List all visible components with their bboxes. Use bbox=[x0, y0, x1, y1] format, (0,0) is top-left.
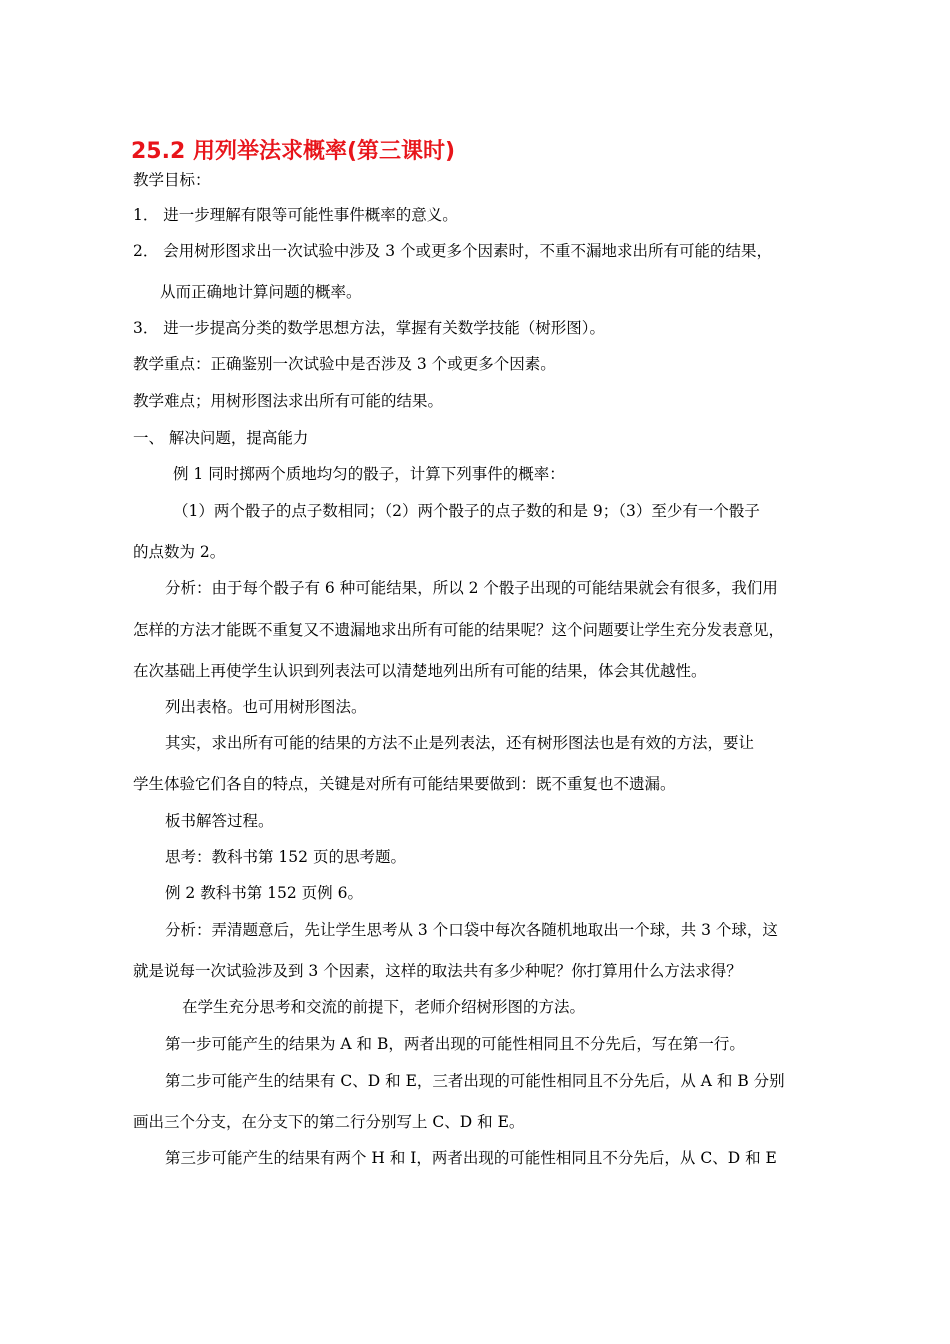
text-line: 画出三个分支，在分支下的第二行分别写上 C、D 和 E。 bbox=[133, 1113, 525, 1131]
text-line: 在学生充分思考和交流的前提下，老师介绍树形图的方法。 bbox=[182, 998, 586, 1016]
document-title: 25.2 用列举法求概率(第三课时) bbox=[131, 139, 456, 164]
text-line: 思考：教科书第 152 页的思考题。 bbox=[165, 848, 406, 866]
text-line: 例 2 教科书第 152 页例 6。 bbox=[165, 884, 363, 902]
text-line: 学生体验它们各自的特点，关键是对所有可能结果要做到：既不重复也不遗漏。 bbox=[133, 775, 676, 793]
text-line: （1）两个骰子的点子数相同；（2）两个骰子的点子数的和是 9；（3）至少有一个骰子 bbox=[173, 502, 760, 520]
text-line: 分析：弄清题意后，先让学生思考从 3 个口袋中每次各随机地取出一个球，共 3 个球，这 bbox=[165, 921, 778, 939]
text-line: 第二步可能产生的结果有 C、D 和 E，三者出现的可能性相同且不分先后，从 A 和 B 分别 bbox=[165, 1072, 785, 1090]
text-line: 教学重点：正确鉴别一次试验中是否涉及 3 个或更多个因素。 bbox=[133, 355, 556, 373]
text-line: 的点数为 2。 bbox=[133, 543, 226, 561]
text-line: 板书解答过程。 bbox=[165, 812, 274, 830]
text-line: 从而正确地计算问题的概率。 bbox=[160, 283, 362, 301]
text-line: 3． 进一步提高分类的数学思想方法，掌握有关数学技能（树形图）。 bbox=[133, 319, 606, 337]
text-line: 2． 会用树形图求出一次试验中涉及 3 个或更多个因素时，不重不漏地求出所有可能的结果， bbox=[133, 242, 773, 260]
section-heading: 一、 解决问题，提高能力 bbox=[133, 429, 309, 447]
text-line: 教学难点；用树形图法求出所有可能的结果。 bbox=[133, 392, 444, 410]
text-line: 就是说每一次试验涉及到 3 个因素，这样的取法共有多少种呢？你打算用什么方法求得？ bbox=[133, 962, 742, 980]
text-line: 第一步可能产生的结果为 A 和 B，两者出现的可能性相同且不分先后，写在第一行。 bbox=[165, 1035, 745, 1053]
text-line: 例 1 同时掷两个质地均匀的骰子，计算下列事件的概率： bbox=[173, 465, 565, 483]
text-line: 其实，求出所有可能的结果的方法不止是列表法，还有树形图法也是有效的方法，要让 bbox=[165, 734, 755, 752]
text-line: 第三步可能产生的结果有两个 H 和 I，两者出现的可能性相同且不分先后，从 C、D 和 E bbox=[165, 1149, 777, 1167]
text-line: 教学目标： bbox=[133, 171, 211, 189]
text-line: 1． 进一步理解有限等可能性事件概率的意义。 bbox=[133, 206, 458, 224]
text-line: 怎样的方法才能既不重复又不遗漏地求出所有可能的结果呢？这个问题要让学生充分发表意见， bbox=[133, 621, 785, 639]
text-line: 分析：由于每个骰子有 6 种可能结果，所以 2 个骰子出现的可能结果就会有很多，我们用 bbox=[165, 579, 778, 597]
text-line: 在次基础上再使学生认识到列表法可以清楚地列出所有可能的结果，体会其优越性。 bbox=[133, 662, 707, 680]
text-line: 列出表格。也可用树形图法。 bbox=[165, 698, 367, 716]
